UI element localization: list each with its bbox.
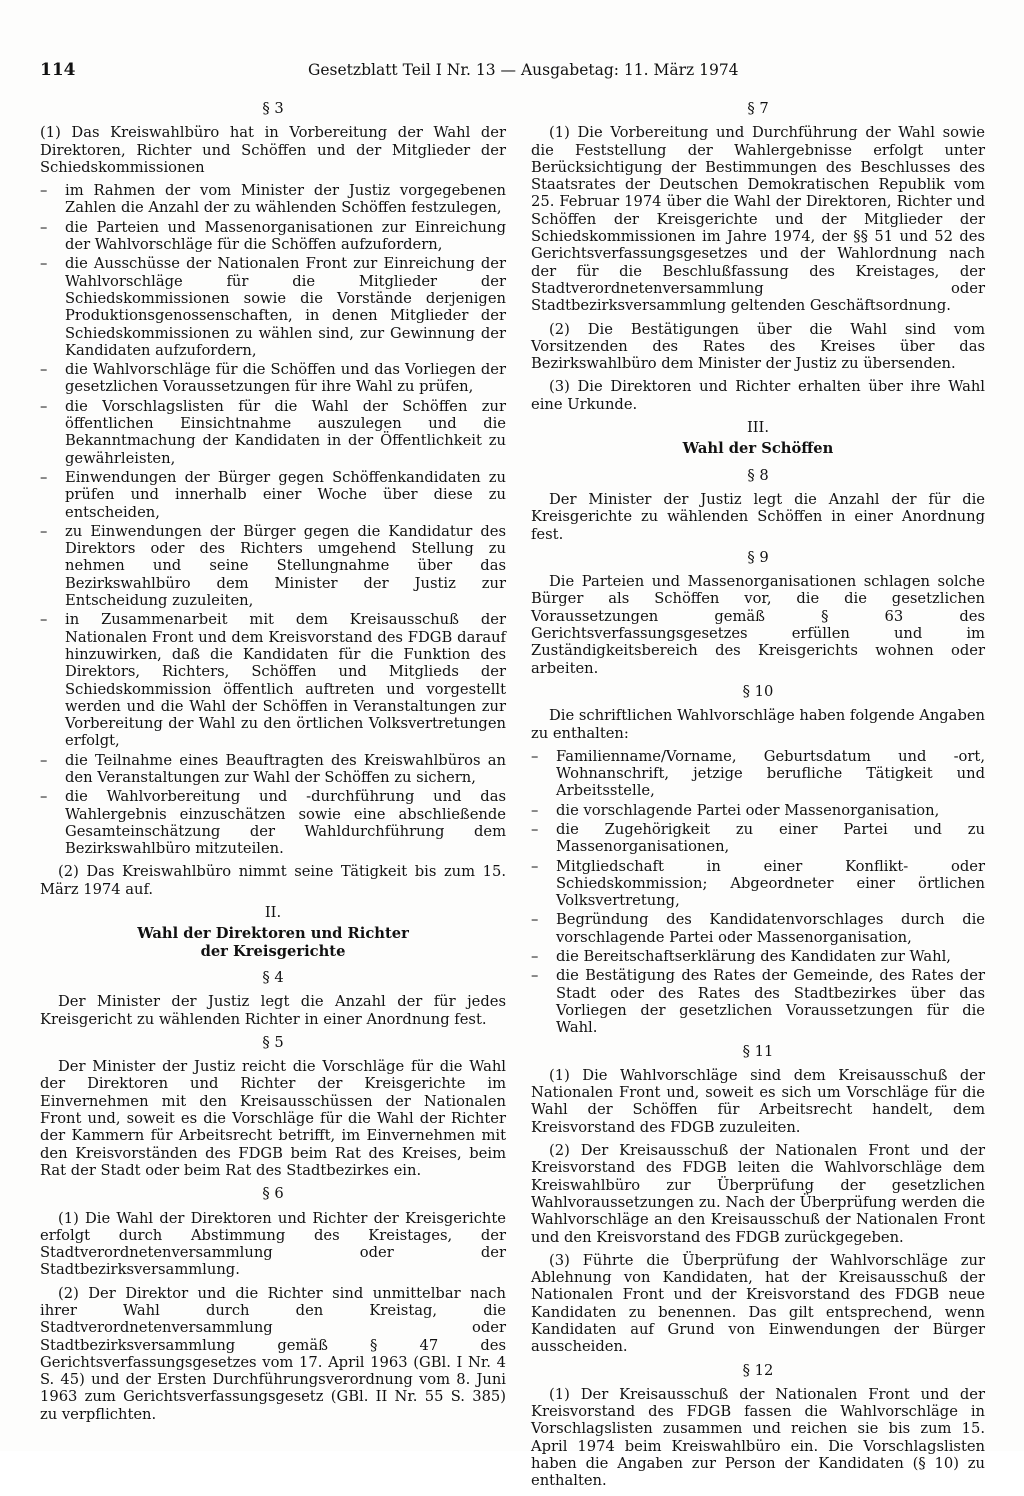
part-heading-line: der Kreisgerichte (200, 942, 346, 960)
list-item: – in Zusammenarbeit mit dem Kreisausschuß der Nationalen Front und dem Kreisvorstand des FDGB darauf hinzuwirken, daß die Kandidaten für die Funktion des Direktors, Richters, Schöffen und Mitglieds der Schiedskommission öffentlich auftreten und vorgestellt werden und die Wahl der Schöffen in Veranstaltungen zur Vorbereitung der Wahl zu den örtlichen Volksvertretungen erfolgt, (40, 611, 506, 749)
section-title-10: § 10 (742, 682, 774, 700)
paragraph: (1) Das Kreiswahlbüro hat in Vorbereitung der Wahl der Direktoren, Richter und Schöffen und der Mitglieder der Schiedskommissionen (40, 124, 506, 176)
page-header-title: Gesetzblatt Teil I Nr. 13 — Ausgabetag: 11. März 1974 (308, 61, 739, 79)
dash-list (531, 748, 985, 1037)
paragraph: (1) Die Wahl der Direktoren und Richter der Kreisgerichte erfolgt durch Abstimmung des Kreistages, der Stadtverordnetenversammlung oder der Stadtbezirksversammlung. (40, 1209, 506, 1279)
paragraph: Der Minister der Justiz reicht die Vorschläge für die Wahl der Direktoren und Richter der Kreisgerichte im Einvernehmen mit den Kreisausschüssen der Nationalen Front und, soweit es die Vorschläge für die Wahl der Richter der Kammern für Arbeitsrecht betrifft, im Einvernehmen mit den Kreisvorständen des FDGB beim Rat des Kreises, beim Rat der Stadt oder beim Rat des Stadtbezirkes ein. (40, 1058, 506, 1179)
section-title-8: § 8 (747, 466, 769, 484)
paragraph: Der Minister der Justiz legt die Anzahl der für die Kreisgerichte zu wählenden Schöffen in einer Anordnung fest. (531, 490, 985, 543)
dash-list (40, 182, 506, 857)
section-title-5: § 5 (262, 1033, 284, 1051)
list-item: – Familienname/Vorname, Geburtsdatum und -ort, Wohnanschrift, jetzige berufliche Tätigkeit und Arbeitsstelle, (531, 748, 985, 800)
part-heading (40, 925, 506, 960)
list-item: – die Wahlvorschläge für die Schöffen und das Vorliegen der gesetzlichen Voraussetzungen für ihre Wahl zu prüfen, (40, 361, 506, 396)
list-item: – die Bestätigung des Rates der Gemeinde, des Rates der Stadt oder des Rates des Stadtbezirkes über das Vorliegen der gesetzlichen Voraussetzungen für die Wahl. (531, 967, 985, 1036)
list-item: – Einwendungen der Bürger gegen Schöffenkandidaten zu prüfen und innerhalb einer Woche über diese zu entscheiden, (40, 469, 506, 521)
list-item: – zu Einwendungen der Bürger gegen die Kandidatur des Direktors oder des Richters umgehend Stellung zu nehmen und seine Stellungnahme über das Bezirkswahlbüro dem Minister der Justiz zur Entscheidung zuzuleiten, (40, 523, 506, 609)
section-title-12: § 12 (742, 1361, 774, 1379)
page-number: 114 (40, 60, 76, 80)
paragraph: (1) Die Wahlvorschläge sind dem Kreisausschuß der Nationalen Front und, soweit es sich um Vorschläge für die Wahl der Schöffen für Arbeitsrecht handelt, dem Kreisvorstand des FDGB zuzuleiten. (531, 1066, 985, 1136)
paragraph: (3) Führte die Überprüfung der Wahlvorschläge zur Ablehnung von Kandidaten, hat der Kreisausschuß der Nationalen Front und der Kreisvorstand des FDGB neue Kandidaten zu benennen. Das gilt entsprechend, wenn Kandidaten auf Grund von Einwendungen der Bürger ausscheiden. (531, 1251, 985, 1356)
list-item: – die Ausschüsse der Nationalen Front zur Einreichung der Wahlvorschläge für die Mitglieder der Schiedskommissionen sowie die Vorstände derjenigen Produktionsgenossenschaften, in denen Mitglieder der Schiedskommissionen zu wählen sind, zur Gewinnung der Kandidaten aufzufordern, (40, 255, 506, 359)
list-item: – die vorschlagende Partei oder Massenorganisation, (531, 802, 985, 819)
section-title-7: § 7 (747, 100, 769, 117)
paragraph: (3) Die Direktoren und Richter erhalten über ihre Wahl eine Urkunde. (531, 378, 985, 413)
list-item: – im Rahmen der vom Minister der Justiz vorgegebenen Zahlen die Anzahl der zu wählenden Schöffen festzulegen, (40, 182, 506, 217)
paragraph: Die schriftlichen Wahlvorschläge haben folgende Angaben zu enthalten: (531, 707, 985, 742)
part-number: III. (746, 419, 770, 437)
paragraph: (1) Der Kreisausschuß der Nationalen Front und der Kreisvorstand des FDGB fassen die Wahlvorschläge in Vorschlagslisten zusammen und reichen sie bis zum 15. April 1974 beim Kreiswahlbüro ein. Die Vorschlagslisten haben die Angaben zur Person der Kandidaten (§ 10) zu enthalten. (531, 1385, 985, 1490)
list-item: – die Bereitschaftserklärung des Kandidaten zur Wahl, (531, 948, 985, 965)
section-title-3: § 3 (262, 100, 284, 117)
right-column (531, 100, 985, 1496)
left-column (40, 100, 506, 1429)
paragraph: (2) Der Direktor und die Richter sind unmittelbar nach ihrer Wahl durch den Kreistag, die Stadtverordnetenversammlung oder Stadtbezirksversammlung gemäß § 47 des Gerichtsverfassungsgesetzes vom 17. April 1963 (GBl. I Nr. 4 S. 45) und der Ersten Durchführungsverordnung vom 8. Juni 1963 zum Gerichtsverfassungsgesetz (GBl. II Nr. 55 S. 385) zu verpflichten. (40, 1284, 506, 1423)
list-item: – die Wahlvorbereitung und -durchführung und das Wahlergebnis einzuschätzen sowie eine abschließende Gesamteinschätzung der Wahldurchführung dem Bezirkswahlbüro mitzuteilen. (40, 788, 506, 857)
list-item: – die Vorschlagslisten für die Wahl der Schöffen zur öffentlichen Einsichtnahme auszulegen und die Bekanntmachung der Kandidaten in der Öffentlichkeit zu gewährleisten, (40, 398, 506, 467)
list-item: – Mitgliedschaft in einer Konflikt- oder Schiedskommission; Abgeordneter einer örtlichen Volksvertretung, (531, 858, 985, 910)
paragraph: (1) Die Vorbereitung und Durchführung der Wahl sowie die Feststellung der Wahlergebnisse erfolgt unter Berücksichtigung der Bestimmungen des Beschlusses des Staatsrates der Deutschen Demokratischen Republik vom 25. Februar 1974 über die Wahl der Direktoren, Richter und Schöffen der Kreisgerichte und der Mitglieder der Schiedskommissionen im Jahre 1974, der §§ 51 und 52 des Gerichtsverfassungsgesetzes und der Wahlordnung nach der für die Beschlußfassung des Kreistages, der Stadtverordnetenversammlung oder Stadtbezirksversammlung geltenden Geschäftsordnung. (531, 124, 985, 315)
paragraph: (2) Die Bestätigungen über die Wahl sind vom Vorsitzenden des Rates des Kreises über das Bezirkswahlbüro dem Minister der Justiz zu übersenden. (531, 320, 985, 373)
list-item: – Begründung des Kandidatenvorschlages durch die vorschlagende Partei oder Massenorganisation, (531, 911, 985, 946)
list-item: – die Teilnahme eines Beauftragten des Kreiswahlbüros an den Veranstaltungen zur Wahl der Schöffen zu sichern, (40, 752, 506, 787)
paragraph: (2) Der Kreisausschuß der Nationalen Front und der Kreisvorstand des FDGB leiten die Wahlvorschläge dem Kreiswahlbüro zur Überprüfung der gesetzlichen Wahlvoraussetzungen zu. Nach der Überprüfung werden die Wahlvorschläge an den Kreisausschuß der Nationalen Front und den Kreisvorstand des FDGB zurückgegeben. (531, 1142, 985, 1246)
section-title-9: § 9 (747, 548, 769, 566)
part-number: II. (264, 904, 282, 922)
part-heading-line: Wahl der Direktoren und Richter (137, 925, 409, 943)
part-heading: Wahl der Schöffen (682, 440, 834, 458)
section-title-6: § 6 (262, 1185, 284, 1203)
list-item: – die Zugehörigkeit zu einer Partei und zu Massenorganisationen, (531, 821, 985, 856)
section-title-11: § 11 (742, 1042, 774, 1060)
list-item: – die Parteien und Massenorganisationen zur Einreichung der Wahlvorschläge für die Schöffen aufzufordern, (40, 219, 506, 254)
paragraph: (2) Das Kreiswahlbüro nimmt seine Tätigkeit bis zum 15. März 1974 auf. (40, 863, 506, 898)
section-title-4: § 4 (262, 968, 284, 986)
paragraph: Die Parteien und Massenorganisationen schlagen solche Bürger als Schöffen vor, die die gesetzlichen Voraussetzungen gemäß § 63 des Gerichtsverfassungsgesetzes erfüllen und im Zuständigkeitsbereich des Kreisgerichts wohnen oder arbeiten. (531, 573, 985, 677)
paragraph: Der Minister der Justiz legt die Anzahl der für jedes Kreisgericht zu wählenden Richter in einer Anordnung fest. (40, 993, 506, 1028)
